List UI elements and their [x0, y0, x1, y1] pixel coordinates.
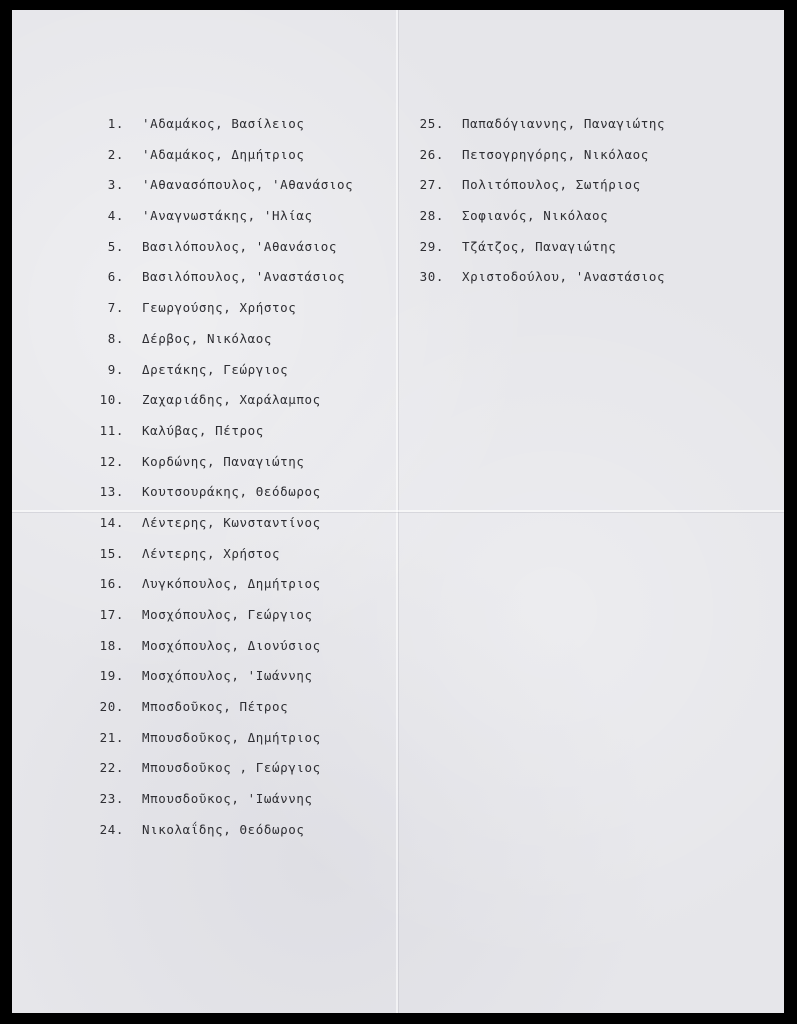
entry-name: Χριστοδούλου, 'Αναστάσιος [462, 269, 666, 285]
list-entry [78, 452, 353, 483]
entry-number: 25. [419, 116, 444, 131]
entry-name: Μοσχόπουλος, Διονύσιος [142, 637, 321, 653]
entry-number: 1. [107, 116, 124, 131]
entry-number: 24. [99, 821, 124, 837]
entry-name: Δρετάκης, Γεώργιος [142, 361, 289, 377]
list-entry [78, 513, 353, 544]
list-entry [78, 329, 353, 360]
entry-name: Ζαχαριάδης, Χαράλαμπος [142, 392, 321, 408]
entry-name: Μοσχόπουλος, 'Ιωάννης [142, 668, 313, 684]
list-entry [78, 267, 353, 298]
entry-number: 21. [99, 729, 124, 745]
entry-name: Παπαδόγιαννης, Παναγιώτης [462, 116, 666, 131]
entry-number: 28. [419, 208, 444, 224]
list-entry [78, 574, 353, 605]
entry-name: Μοσχόπουλος, Γεώργιος [142, 607, 313, 622]
left-name-column [78, 114, 353, 851]
entry-name: Μποσδοῦκος, Πέτρος [142, 699, 289, 715]
list-entry [78, 360, 353, 391]
list-entry [78, 605, 353, 636]
entry-name: Δέρβος, Νικόλαος [142, 330, 273, 346]
list-entry [398, 114, 665, 145]
entry-number: 6. [107, 269, 124, 285]
entry-name: Γεωργούσης, Χρήστος [142, 300, 297, 316]
entry-number: 11. [99, 422, 124, 438]
entry-number: 20. [99, 699, 124, 715]
list-entry [78, 390, 353, 421]
list-entry [78, 145, 353, 176]
entry-number: 5. [107, 238, 124, 254]
entry-name: 'Αθανασόπουλος, 'Αθανάσιος [142, 177, 354, 193]
list-entry [78, 820, 353, 851]
entry-name: Καλύβας, Πέτρος [142, 422, 264, 438]
entry-name: Λέντερης, Χρήστος [142, 545, 281, 561]
list-entry [398, 267, 665, 298]
list-entry [78, 206, 353, 237]
document-sheet [12, 10, 784, 1013]
entry-number: 15. [99, 545, 124, 561]
entry-name: Κορδώνης, Παναγιώτης [142, 453, 305, 469]
entry-name: Μπουσδοῦκος , Γεώργιος [142, 760, 321, 776]
entry-number: 13. [99, 484, 124, 500]
entry-name: Κουτσουράκης, Θεόδωρος [142, 484, 321, 500]
list-entry [78, 789, 353, 820]
entry-name: 'Αδαμάκος, Βασίλειος [142, 116, 305, 131]
list-entry [78, 421, 353, 452]
entry-name: Νικολαΐδης, Θεόδωρος [142, 821, 305, 837]
list-entry [78, 728, 353, 759]
entry-number: 17. [99, 607, 124, 622]
entry-name: Βασιλόπουλος, 'Αθανάσιος [142, 238, 338, 254]
entry-name: Λέντερης, Κωνσταντίνος [142, 514, 321, 530]
entry-number: 4. [107, 208, 124, 224]
list-entry [78, 636, 353, 667]
list-entry [78, 175, 353, 206]
entry-number: 18. [99, 637, 124, 653]
entry-name: Βασιλόπουλος, 'Αναστάσιος [142, 269, 346, 285]
entry-number: 19. [99, 668, 124, 684]
entry-number: 7. [107, 300, 124, 316]
entry-name: Πολιτόπουλος, Σωτήριος [462, 177, 641, 193]
entry-name: Πετσογρηγόρης, Νικόλαος [462, 146, 649, 162]
list-entry [398, 237, 665, 268]
entry-number: 22. [99, 760, 124, 776]
entry-number: 26. [419, 146, 444, 162]
entry-name: Μπουσδοῦκος, Δημήτριος [142, 729, 321, 745]
list-entry [78, 237, 353, 268]
entry-name: 'Αδαμάκος, Δημήτριος [142, 146, 305, 162]
entry-name: Τζάτζος, Παναγιώτης [462, 238, 617, 254]
entry-number: 30. [419, 269, 444, 285]
entry-name: Μπουσδοῦκος, 'Ιωάννης [142, 791, 313, 807]
entry-name: Σοφιανός, Νικόλαος [462, 208, 609, 224]
entry-number: 16. [99, 576, 124, 592]
entry-number: 14. [99, 514, 124, 530]
right-name-column [398, 114, 665, 298]
list-entry [78, 697, 353, 728]
list-entry [78, 298, 353, 329]
list-entry [78, 482, 353, 513]
entry-number: 23. [99, 791, 124, 807]
entry-name: 'Αναγνωστάκης, 'Ηλίας [142, 208, 313, 224]
entry-number: 27. [419, 177, 444, 193]
entry-number: 10. [99, 392, 124, 408]
entry-number: 29. [419, 238, 444, 254]
list-entry [398, 145, 665, 176]
list-entry [78, 544, 353, 575]
list-entry [398, 175, 665, 206]
list-entry [78, 114, 353, 145]
list-entry [398, 206, 665, 237]
list-entry [78, 758, 353, 789]
list-entry [78, 666, 353, 697]
entry-name: Λυγκόπουλος, Δημήτριος [142, 576, 321, 592]
entry-number: 3. [107, 177, 124, 193]
entry-number: 12. [99, 453, 124, 469]
entry-number: 2. [107, 146, 124, 162]
entry-number: 8. [107, 330, 124, 346]
entry-number: 9. [107, 361, 124, 377]
